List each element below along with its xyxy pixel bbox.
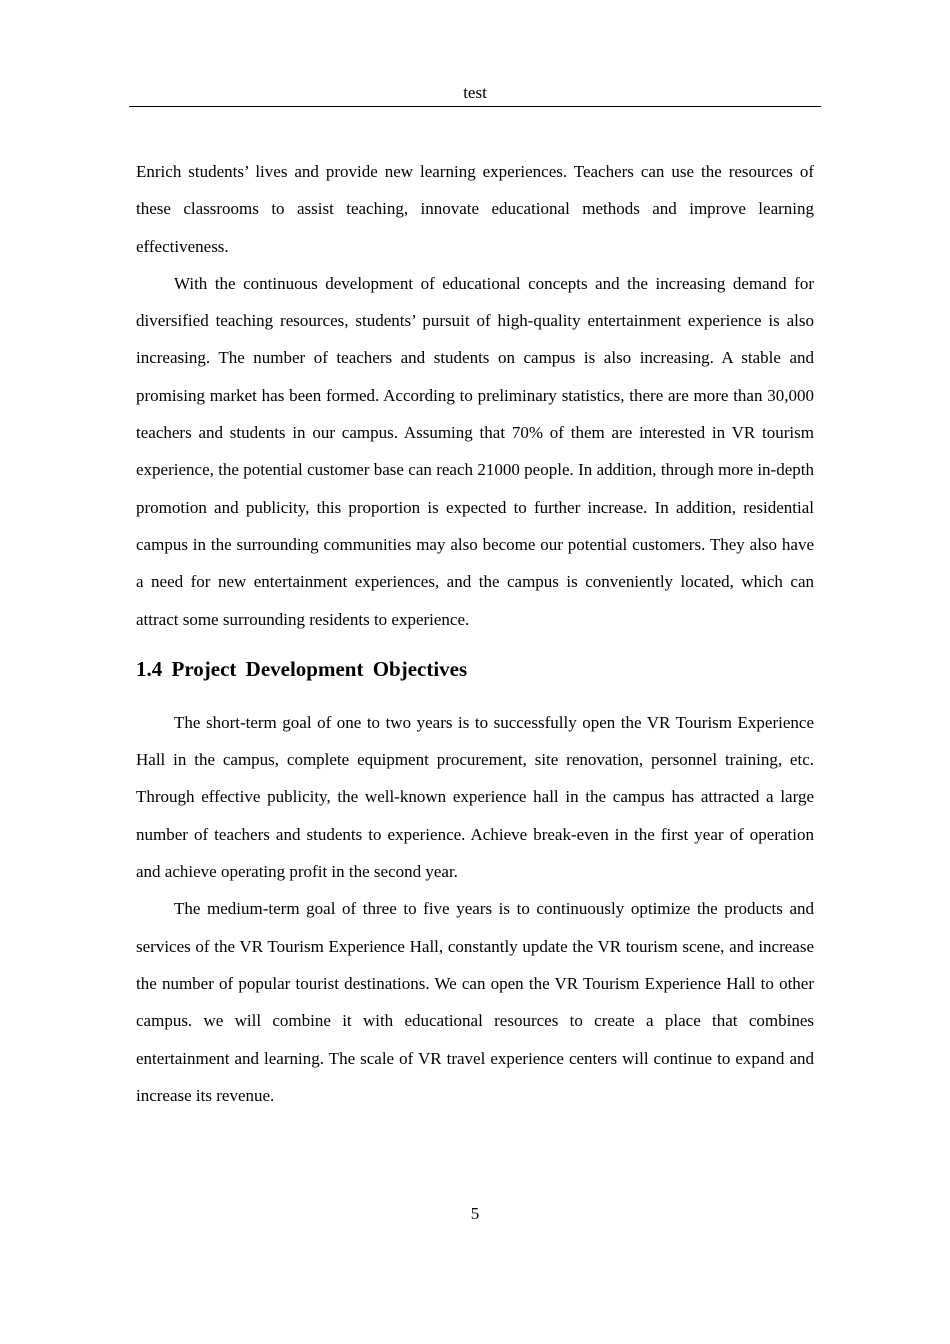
section-heading: 1.4 Project Development Objectives xyxy=(136,656,468,681)
page-header xyxy=(129,80,821,107)
document-body xyxy=(136,153,814,1114)
page-number: 5 xyxy=(470,1204,480,1223)
body-paragraph-4: The medium-term goal of three to five years is to continuously optimize the products and services of the VR Tourism Experience Hall, constantly update the VR tourism scene, and increase the number of popular tourist destinations. We can open the VR Tourism Experience Hall to other campus. we will combine it with educational resources to create a place that combines entertainment and learning. The scale of VR travel experience centers will continue to expand and increase its revenue. xyxy=(136,899,814,1105)
header-title: test xyxy=(463,83,487,102)
body-paragraph-2: With the continuous development of educational concepts and the increasing demand for diversified teaching resources, students’ pursuit of high-quality entertainment experience is also increasing. The number of teachers and students on campus is also increasing. A stable and promising market has been formed. According to preliminary statistics, there are more than 30,000 teachers and students in our campus. Assuming that 70% of them are interested in VR tourism experience, the potential customer base can reach 21000 people. In addition, through more in-depth promotion and publicity, this proportion is expected to further increase. In addition, residential campus in the surrounding communities may also become our potential customers. They also have a need for new entertainment experiences, and the campus is conveniently located, which can attract some surrounding residents to experience. xyxy=(136,273,814,629)
body-paragraph-3: The short-term goal of one to two years is to successfully open the VR Tourism Experience Hall in the campus, complete equipment procurement, site renovation, personnel training, etc. Through effective publicity, the well-known experience hall in the campus has attracted a large number of teachers and students to experience. Achieve break-even in the first year of operation and achieve operating profit in the second year. xyxy=(136,712,814,882)
body-paragraph-1: Enrich students’ lives and provide new learning experiences. Teachers can use the resources of these classrooms to assist teaching, innovate educational methods and improve learning effectiveness. xyxy=(136,162,814,256)
